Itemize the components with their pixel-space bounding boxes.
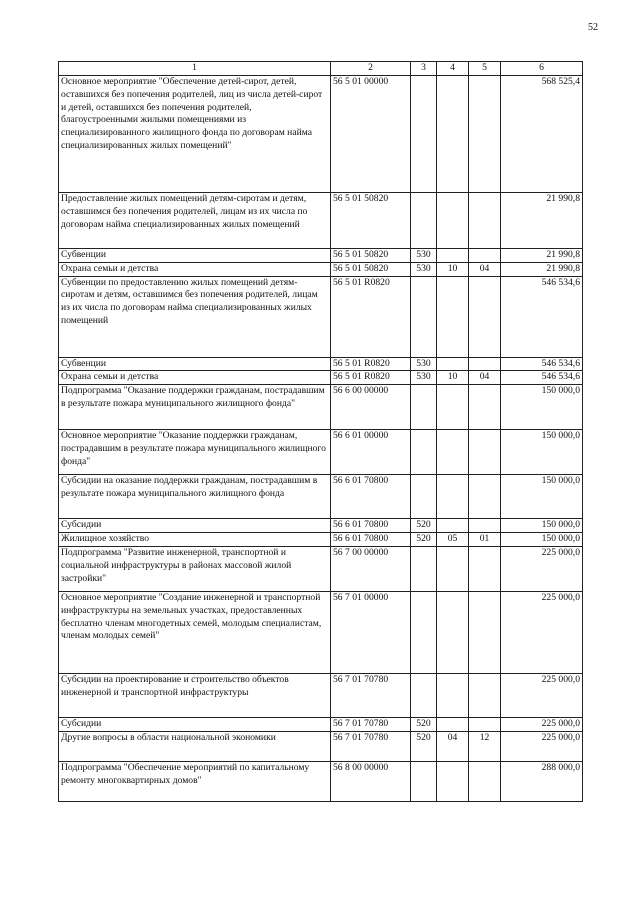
cell-c4 [437, 546, 469, 591]
cell-name: Субвенции [59, 248, 331, 262]
cell-name: Охрана семьи и детства [59, 262, 331, 276]
cell-c5 [469, 248, 501, 262]
cell-c3 [411, 546, 437, 591]
cell-c4: 10 [437, 371, 469, 385]
table-row [59, 717, 583, 731]
cell-amount: 21 990,8 [501, 262, 583, 276]
cell-c4 [437, 357, 469, 371]
cell-amount: 546 534,6 [501, 357, 583, 371]
header-cell-5: 5 [469, 62, 501, 76]
cell-c5 [469, 276, 501, 357]
cell-c4 [437, 430, 469, 475]
table-row [59, 371, 583, 385]
cell-c3: 520 [411, 731, 437, 761]
cell-c4 [437, 248, 469, 262]
cell-c4 [437, 761, 469, 801]
cell-code: 56 6 01 70800 [331, 519, 411, 533]
cell-name: Субвенции [59, 357, 331, 371]
table-row [59, 430, 583, 475]
cell-code: 56 5 01 R0820 [331, 371, 411, 385]
cell-c4 [437, 717, 469, 731]
cell-c3 [411, 75, 437, 192]
table-row [59, 533, 583, 547]
cell-code: 56 5 01 00000 [331, 75, 411, 192]
cell-c3: 530 [411, 357, 437, 371]
cell-code: 56 5 01 50820 [331, 192, 411, 248]
cell-c5 [469, 761, 501, 801]
header-row [59, 62, 583, 76]
cell-name: Основное мероприятие "Оказание поддержки гражданам, пострадавшим в результате пожара муниципального жилищного фонда" [59, 430, 331, 475]
cell-c3: 530 [411, 371, 437, 385]
cell-code: 56 7 00 00000 [331, 546, 411, 591]
cell-c3: 520 [411, 533, 437, 547]
cell-c3 [411, 761, 437, 801]
cell-amount: 546 534,6 [501, 276, 583, 357]
cell-c4 [437, 276, 469, 357]
table-row [59, 276, 583, 357]
header-cell-2: 2 [331, 62, 411, 76]
cell-name: Подпрограмма "Оказание поддержки гражданам, пострадавшим в результате пожара муниципального жилищного фонда" [59, 385, 331, 430]
cell-name: Субсидии [59, 717, 331, 731]
table-row [59, 248, 583, 262]
header-cell-3: 3 [411, 62, 437, 76]
header-cell-4: 4 [437, 62, 469, 76]
table-row [59, 262, 583, 276]
table-row [59, 591, 583, 673]
cell-name: Жилищное хозяйство [59, 533, 331, 547]
table-row [59, 761, 583, 801]
cell-c4 [437, 591, 469, 673]
table-row [59, 673, 583, 717]
cell-c3 [411, 385, 437, 430]
table-row [59, 357, 583, 371]
table-row [59, 546, 583, 591]
cell-c3: 530 [411, 248, 437, 262]
cell-amount: 150 000,0 [501, 475, 583, 519]
cell-c4 [437, 385, 469, 430]
table-row [59, 192, 583, 248]
cell-name: Охрана семьи и детства [59, 371, 331, 385]
cell-c3 [411, 673, 437, 717]
cell-code: 56 6 01 00000 [331, 430, 411, 475]
cell-amount: 150 000,0 [501, 533, 583, 547]
cell-amount: 150 000,0 [501, 519, 583, 533]
cell-code: 56 6 01 70800 [331, 475, 411, 519]
cell-amount: 225 000,0 [501, 591, 583, 673]
cell-c5: 04 [469, 371, 501, 385]
cell-name: Подпрограмма "Развитие инженерной, транспортной и социальной инфраструктуры в районах массовой жилой застройки" [59, 546, 331, 591]
table-body [59, 62, 583, 802]
cell-amount: 288 000,0 [501, 761, 583, 801]
header-cell-6: 6 [501, 62, 583, 76]
table-row [59, 475, 583, 519]
cell-name: Субвенции по предоставлению жилых помещений детям-сиротам и детям, оставшимся без попечения родителей, лицам из их числа по договорам найма специализированных жилых помещений [59, 276, 331, 357]
cell-c4 [437, 192, 469, 248]
cell-amount: 225 000,0 [501, 673, 583, 717]
cell-code: 56 7 01 70780 [331, 731, 411, 761]
table-row [59, 731, 583, 761]
cell-amount: 225 000,0 [501, 546, 583, 591]
cell-c5 [469, 519, 501, 533]
cell-code: 56 5 01 R0820 [331, 276, 411, 357]
cell-c4 [437, 519, 469, 533]
cell-code: 56 7 01 70780 [331, 717, 411, 731]
cell-code: 56 6 01 70800 [331, 533, 411, 547]
cell-c4: 05 [437, 533, 469, 547]
cell-c4 [437, 673, 469, 717]
cell-c3: 530 [411, 262, 437, 276]
cell-code: 56 6 00 00000 [331, 385, 411, 430]
cell-c5 [469, 357, 501, 371]
cell-name: Предоставление жилых помещений детям-сиротам и детям, оставшимся без попечения родителей, лицам из их числа по договорам найма специализированных жилых помещений [59, 192, 331, 248]
cell-amount: 150 000,0 [501, 430, 583, 475]
cell-c4 [437, 75, 469, 192]
cell-name: Основное мероприятие "Обеспечение детей-сирот, детей, оставшихся без попечения родителей, лиц из числа детей-сирот и детей, оставшихся без попечения родителей, благоустроенными жилыми помещениями из специализированного жилищного фонда по договорам найма специализированных жилых помещений" [59, 75, 331, 192]
cell-c3: 520 [411, 717, 437, 731]
cell-c5 [469, 591, 501, 673]
cell-amount: 546 534,6 [501, 371, 583, 385]
cell-c5 [469, 75, 501, 192]
cell-c3 [411, 475, 437, 519]
cell-amount: 225 000,0 [501, 717, 583, 731]
cell-code: 56 5 01 R0820 [331, 357, 411, 371]
cell-c3 [411, 430, 437, 475]
cell-c4: 04 [437, 731, 469, 761]
cell-c3 [411, 192, 437, 248]
cell-name: Субсидии на проектирование и строительство объектов инженерной и транспортной инфраструктуры [59, 673, 331, 717]
cell-c4 [437, 475, 469, 519]
cell-c5 [469, 673, 501, 717]
cell-name: Субсидии на оказание поддержки гражданам, пострадавшим в результате пожара муниципального жилищного фонда [59, 475, 331, 519]
cell-code: 56 5 01 50820 [331, 262, 411, 276]
cell-c3 [411, 276, 437, 357]
table-row [59, 75, 583, 192]
cell-c5 [469, 430, 501, 475]
cell-code: 56 7 01 70780 [331, 673, 411, 717]
cell-c5: 12 [469, 731, 501, 761]
table-row [59, 385, 583, 430]
cell-c4: 10 [437, 262, 469, 276]
budget-table [58, 61, 583, 802]
cell-code: 56 7 01 00000 [331, 591, 411, 673]
cell-c5 [469, 475, 501, 519]
cell-c5 [469, 385, 501, 430]
page-number: 52 [588, 22, 598, 33]
cell-code: 56 5 01 50820 [331, 248, 411, 262]
cell-amount: 150 000,0 [501, 385, 583, 430]
cell-amount: 21 990,8 [501, 192, 583, 248]
cell-name: Подпрограмма "Обеспечение мероприятий по капитальному ремонту многоквартирных домов" [59, 761, 331, 801]
cell-code: 56 8 00 00000 [331, 761, 411, 801]
cell-amount: 568 525,4 [501, 75, 583, 192]
cell-c5: 01 [469, 533, 501, 547]
cell-c3 [411, 591, 437, 673]
cell-amount: 21 990,8 [501, 248, 583, 262]
cell-name: Субсидии [59, 519, 331, 533]
cell-c5 [469, 192, 501, 248]
cell-c5: 04 [469, 262, 501, 276]
cell-amount: 225 000,0 [501, 731, 583, 761]
table-row [59, 519, 583, 533]
cell-c3: 520 [411, 519, 437, 533]
cell-c5 [469, 717, 501, 731]
cell-name: Основное мероприятие "Создание инженерной и транспортной инфраструктуры на земельных участках, предоставленных бесплатно членам многодетных семей, молодым специалистам, членам молодых семей" [59, 591, 331, 673]
header-cell-1: 1 [59, 62, 331, 76]
cell-name: Другие вопросы в области национальной экономики [59, 731, 331, 761]
cell-c5 [469, 546, 501, 591]
